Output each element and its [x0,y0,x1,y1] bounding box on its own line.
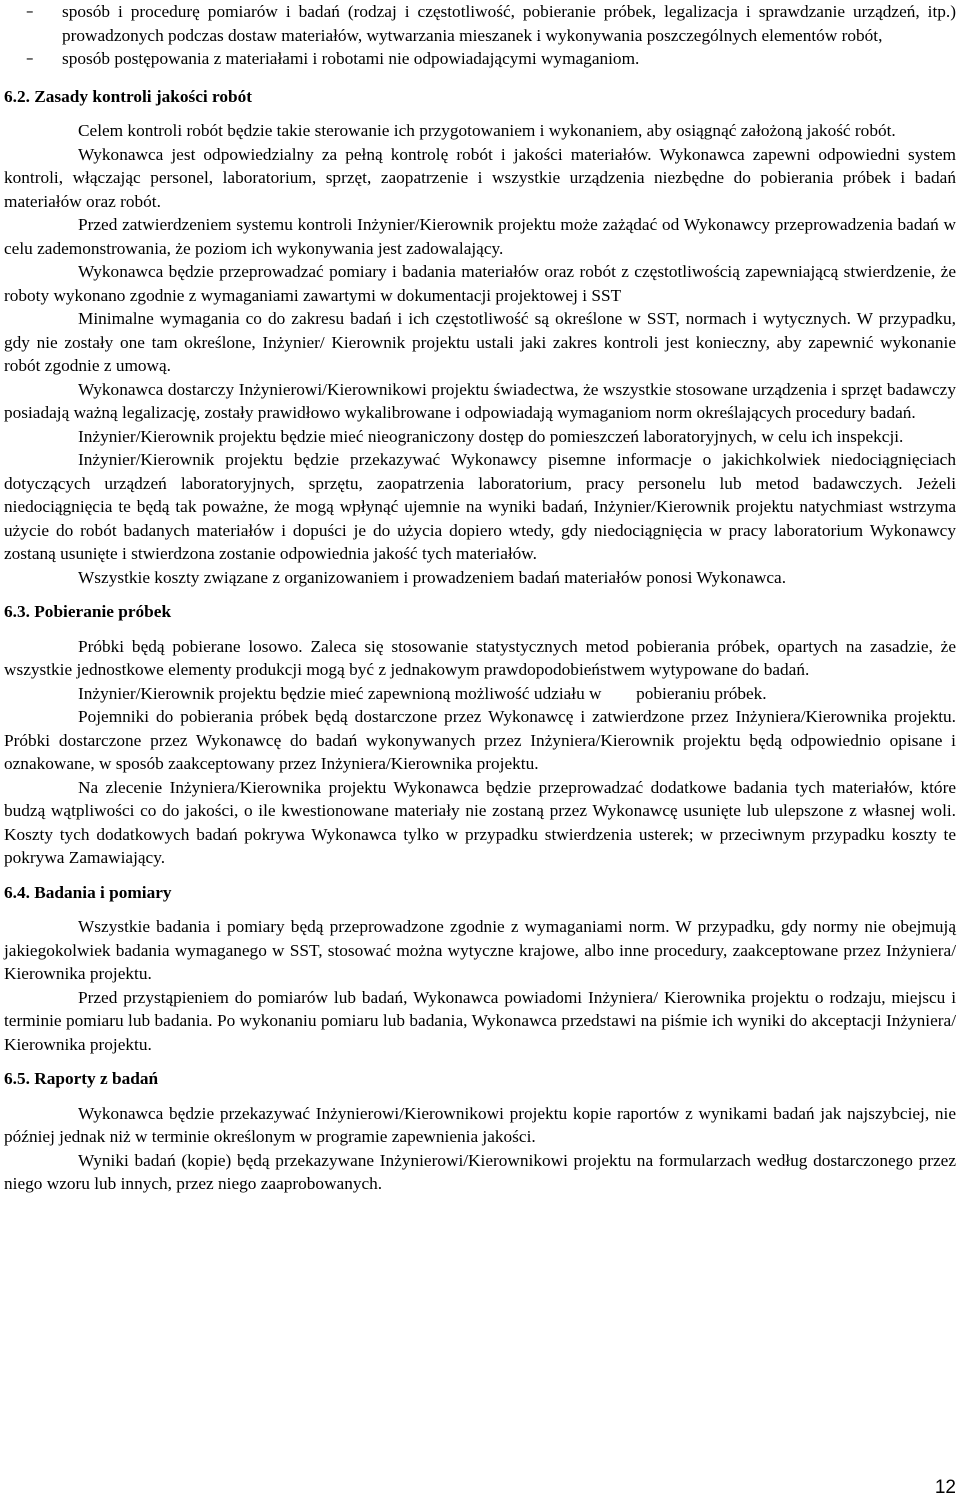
section-heading-6-2: 6.2. Zasady kontroli jakości robót [4,86,253,106]
page-number: 12 [934,1477,956,1498]
paragraph: Wszystkie koszty związane z organizowaniem i prowadzeniem badań materiałów ponosi Wykonawca. [78,567,787,587]
paragraph: Wykonawca będzie przeprowadzać pomiary i badania materiałów oraz robót z częstotliwością zapewniającą stwierdzenie, że roboty wykonano zgodnie z wymaganiami zawartymi w dokumentacji projektowej i SST [4,262,956,305]
section-heading-6-3: 6.3. Pobieranie próbek [4,602,172,621]
paragraph: Próbki będą pobierane losowo. Zaleca się stosowanie statystycznych metod pobierania próbek, opartych na zasadzie, że wszystkie jednostkowe elementy produkcji mogą być z jednakowym prawdopodobieństwem wytypowane do badań. [4,636,956,679]
paragraph: Wszystkie badania i pomiary będą przeprowadzone zgodnie z wymaganiami norm. W przypadku, gdy normy nie obejmują jakiegokolwiek badania wymaganego w SST, stosować można wytyczne krajowe, albo inne procedury, zaakceptowane przez Inżyniera/ Kierownika projektu. [4,917,956,983]
paragraph: Pojemniki do pobierania próbek będą dostarczone przez Wykonawcę i zatwierdzone przez Inżyniera/Kierownika projektu. Próbki dostarczone przez Wykonawcę do badań wykonywanych przez Inżyniera/Kierownik projektu będą odpowiednio opisane i oznakowane, w sposób zaakceptowany przez Inżyniera/Kierownika projektu. [4,707,956,773]
paragraph: Inżynier/Kierownik projektu będzie mieć nieograniczony dostęp do pomieszczeń laboratoryjnych, w celu ich inspekcji. [78,426,904,446]
paragraph: Celem kontroli robót będzie takie sterowanie ich przygotowaniem i wykonaniem, aby osiągnąć założoną jakość robót. [78,121,896,140]
document-page [4,0,956,1196]
paragraph: Inżynier/Kierownik projektu będzie mieć zapewnioną możliwość udziału w pobieraniu próbek. [78,683,767,703]
paragraph: Minimalne wymagania co do zakresu badań i ich częstotliwość są określone w SST, normach i wytycznych. W przypadku, gdy nie zostały one tam określone, Inżynier/ Kierownik projektu ustali jaki zakres kontroli jest konieczny, aby zapewnić wykonanie robót zgodnie z umową. [4,309,956,375]
section-heading-6-4: 6.4. Badania i pomiary [4,882,172,902]
paragraph: Wykonawca będzie przekazywać Inżynierowi/Kierownikowi projektu kopie raportów z wynikami badań jak najszybciej, nie później jednak niż w terminie określonym w programie zapewnienia jakości. [4,1103,956,1146]
list-item: – sposób postępowania z materiałami i robotami nie odpowiadającymi wymaganiom. [4,47,956,71]
paragraph: Wykonawca jest odpowiedzialny za pełną kontrolę robót i jakości materiałów. Wykonawca zapewni odpowiedni system kontroli, włączając personel, laboratorium, sprzęt, zaopatrzenie i wszystkie urządzenia niezbędne do pobierania próbek i badań materiałów oraz robót. [4,144,956,211]
paragraph: Inżynier/Kierownik projektu będzie przekazywać Wykonawcy pisemne informacje o jakichkolwiek niedociągnięciach dotyczących urządzeń laboratoryjnych, sprzętu, zaopatrzenia laboratorium, pracy personelu lub metod badawczych. Jeżeli niedociągnięcia te będą tak poważne, że mogą wpłynąć ujemnie na wyniki badań, Inżynier/Kierownik projektu natychmiast wstrzyma użycie do robót badanych materiałów i dopuści je do użycia dopiero wtedy, gdy niedociągnięcia w pracy laboratorium Wykonawcy zostaną usunięte i stwierdzona zostanie odpowiednia jakość tych materiałów. [4,450,956,563]
bullet-list [4,0,956,71]
paragraph: Na zlecenie Inżyniera/Kierownika projektu Wykonawca będzie przeprowadzać dodatkowe badania tych materiałów, które budzą wątpliwości co do jakości, o ile kwestionowane materiały nie zostaną przez Wykonawcę usunięte lub ulepszone z własnej woli. Koszty tych dodatkowych badań pokrywa Wykonawca tylko w przypadku stwierdzenia usterek; w przeciwnym przypadku koszty te pokrywa Zamawiający. [4,777,956,867]
paragraph: Przed zatwierdzeniem systemu kontroli Inżynier/Kierownik projektu może zażądać od Wykonawcy przeprowadzenia badań w celu zademonstrowania, że poziom ich wykonywania jest zadowalający. [4,215,956,258]
paragraph: Wyniki badań (kopie) będą przekazywane Inżynierowi/Kierownikowi projektu na formularzach według dostarczonego przez niego wzoru lub innych, przez niego zaaprobowanych. [4,1150,956,1193]
paragraph: Wykonawca dostarczy Inżynierowi/Kierownikowi projektu świadectwa, że wszystkie stosowane urządzenia i sprzęt badawczy posiadają ważną legalizację, zostały prawidłowo wykalibrowane i odpowiadają wymaganiom norm określających procedury badań. [4,379,956,422]
paragraph: Przed przystąpieniem do pomiarów lub badań, Wykonawca powiadomi Inżyniera/ Kierownika projektu o rodzaju, miejscu i terminie pomiaru lub badania. Po wykonaniu pomiaru lub badania, Wykonawca przedstawi na piśmie ich wyniki do akceptacji Inżyniera/ Kierownika projektu. [4,987,956,1054]
section-heading-6-5: 6.5. Raporty z badań [4,1069,159,1088]
list-item: – sposób i procedurę pomiarów i badań (rodzaj i częstotliwość, pobieranie próbek, legalizacja i sprawdzanie urządzeń, itp.) prowadzonych podczas dostaw materiałów, wytwarzania mieszanek i wykonywania poszczególnych elementów robót, [4,0,956,47]
